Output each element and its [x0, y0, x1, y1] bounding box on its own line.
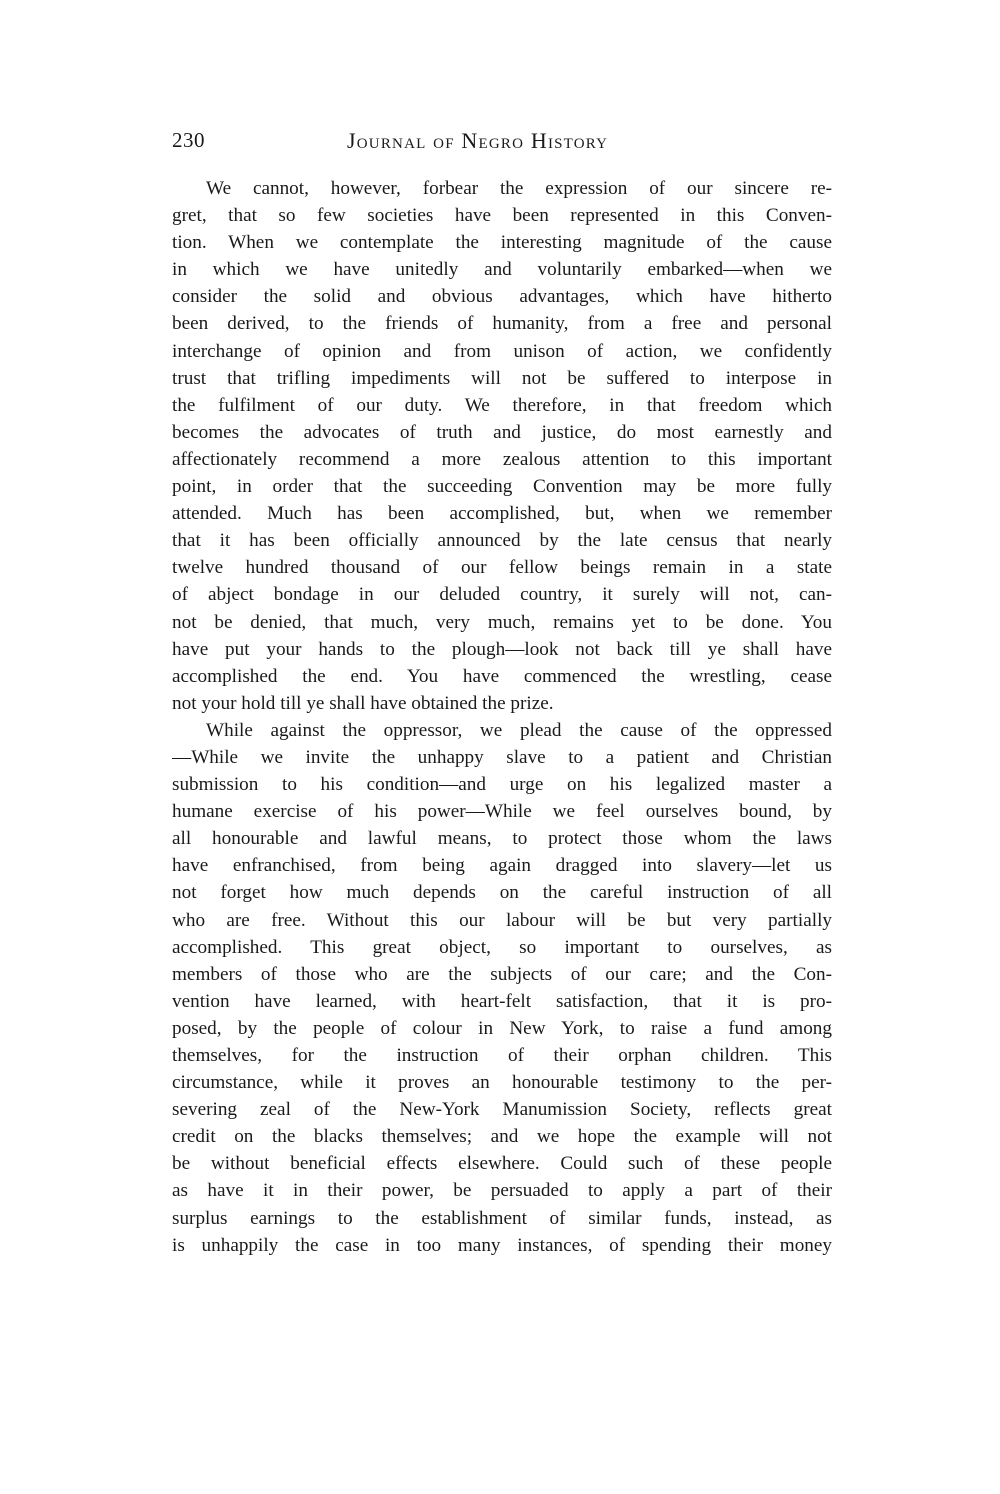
text-line: of abject bondage in our deluded country, it surely will not, can-	[172, 584, 832, 606]
text-line: surplus earnings to the establishment of similar funds, instead, as	[172, 1207, 832, 1229]
text-line: severing zeal of the New-York Manumission Society, reflects great	[172, 1099, 832, 1121]
text-line: interchange of opinion and from unison of action, we confidently	[172, 340, 832, 362]
text-line: gret, that so few societies have been represented in this Conven-	[172, 205, 832, 227]
text-line: not be denied, that much, very much, remains yet to be done. You	[172, 611, 832, 633]
text-line: not your hold till ye shall have obtained the prize.	[172, 692, 554, 714]
text-line: twelve hundred thousand of our fellow beings remain in a state	[172, 557, 832, 579]
text-line: While against the oppressor, we plead the cause of the oppressed	[206, 719, 832, 741]
text-line: in which we have unitedly and voluntarily embarked—when we	[172, 259, 832, 281]
text-line: humane exercise of his power—While we feel ourselves bound, by	[172, 801, 832, 823]
page-number: 230	[172, 128, 205, 152]
text-line: members of those who are the subjects of our care; and the Con-	[172, 963, 832, 985]
text-line: have put your hands to the plough—look not back till ye shall have	[172, 638, 832, 660]
text-line: that it has been officially announced by the late census that nearly	[172, 530, 832, 552]
text-line: not forget how much depends on the careful instruction of all	[172, 882, 832, 904]
text-line: all honourable and lawful means, to protect those whom the laws	[172, 828, 832, 850]
text-line: been derived, to the friends of humanity, from a free and personal	[172, 313, 832, 335]
text-line: We cannot, however, forbear the expression of our sincere re-	[206, 178, 832, 199]
text-line: affectionately recommend a more zealous attention to this important	[172, 448, 832, 470]
text-line: have enfranchised, from being again dragged into slavery—let us	[172, 855, 832, 877]
text-line: vention have learned, with heart-felt satisfaction, that it is pro-	[172, 990, 832, 1012]
text-line: themselves, for the instruction of their orphan children. This	[172, 1045, 832, 1066]
text-line: submission to his condition—and urge on his legalized master a	[172, 774, 832, 796]
text-line: —While we invite the unhappy slave to a patient and Christian	[172, 746, 832, 768]
text-line: credit on the blacks themselves; and we hope the example will not	[172, 1126, 832, 1148]
text-line: is unhappily the case in too many instances, of spending their money	[172, 1234, 832, 1256]
text-line: accomplished the end. You have commenced the wrestling, cease	[172, 665, 832, 687]
paragraph	[172, 175, 832, 717]
text-line: who are free. Without this our labour will be but very partially	[172, 909, 832, 931]
text-line: trust that trifling impediments will not be suffered to interpose in	[172, 367, 832, 389]
text-line: be without beneficial effects elsewhere. Could such of these people	[172, 1153, 832, 1175]
text-line: accomplished. This great object, so important to ourselves, as	[172, 936, 832, 958]
text-line: tion. When we contemplate the interesting magnitude of the cause	[172, 232, 832, 254]
text-line: as have it in their power, be persuaded to apply a part of their	[172, 1180, 832, 1202]
running-head: Journal of Negro History	[347, 128, 609, 153]
text-line: posed, by the people of colour in New York, to raise a fund among	[172, 1017, 832, 1039]
text-line: attended. Much has been accomplished, but, when we remember	[172, 503, 832, 525]
page-header	[172, 128, 832, 158]
text-line: consider the solid and obvious advantages, which have hitherto	[172, 286, 832, 308]
text-line: point, in order that the succeeding Convention may be more fully	[172, 476, 832, 498]
text-line: becomes the advocates of truth and justice, do most earnestly and	[172, 421, 832, 443]
text-line: circumstance, while it proves an honourable testimony to the per-	[172, 1072, 832, 1094]
body-text	[172, 175, 832, 1259]
text-line: the fulfilment of our duty. We therefore, in that freedom which	[172, 394, 832, 416]
paragraph	[172, 717, 832, 1259]
